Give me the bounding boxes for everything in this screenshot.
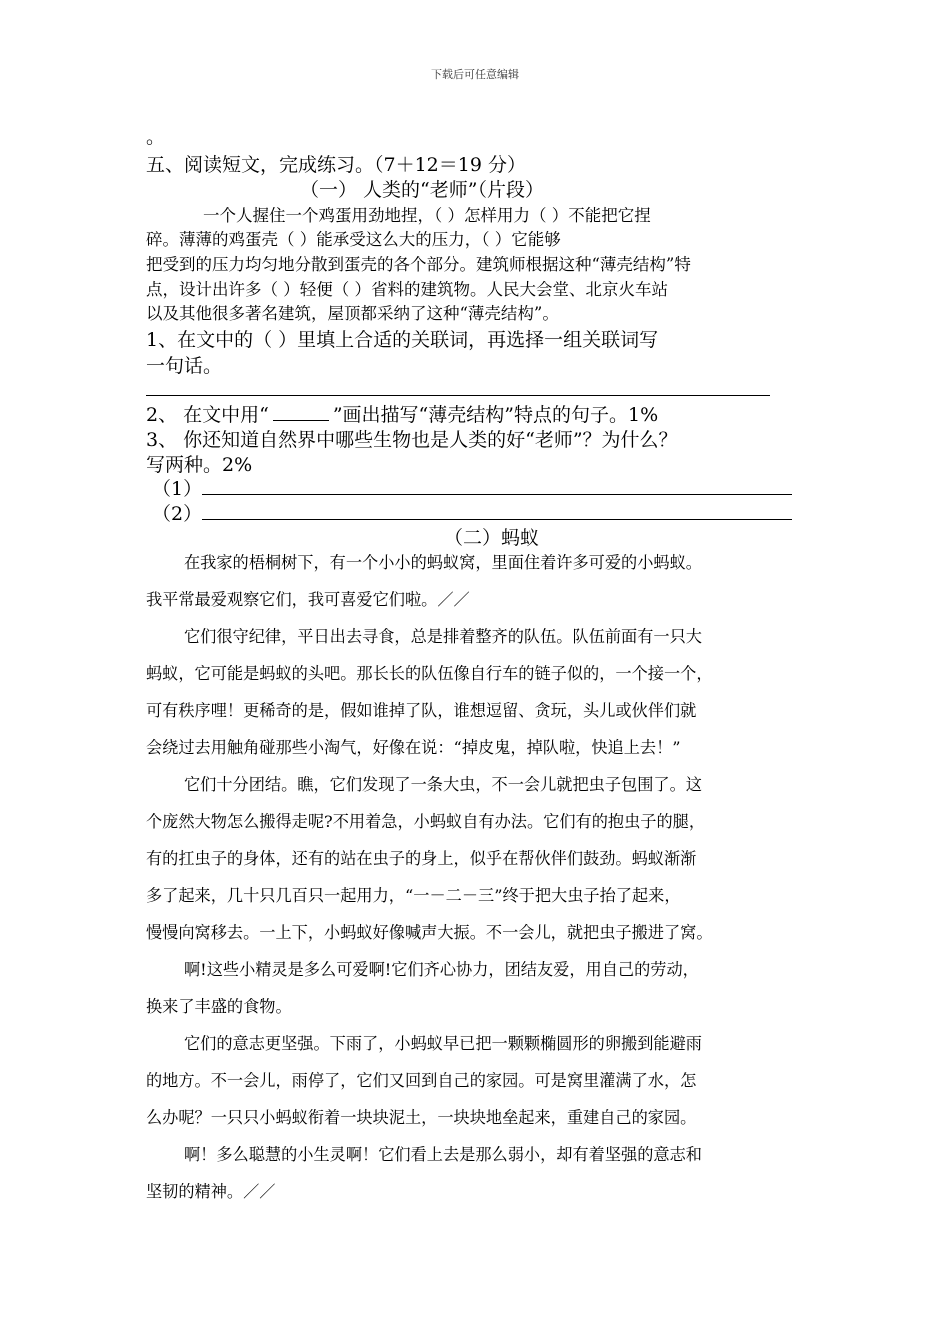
section-heading: 五、阅读短文，完成练习。（7＋12＝19 分） [146, 154, 526, 176]
passage2-line: 换来了丰盛的食物。 [146, 997, 292, 1016]
passage2-line: 它们十分团结。瞧，它们发现了一条大虫，不一会儿就把虫子包围了。这 [184, 775, 702, 794]
passage2-line: 啊！多么聪慧的小生灵啊！它们看上去是那么弱小，却有着坚强的意志和 [184, 1145, 702, 1164]
passage2-line: 蚂蚁，它可能是蚂蚁的头吧。那长长的队伍像自行车的链子似的，一个接一个， [146, 664, 713, 683]
passage1-title: （一） 人类的“老师”（片段） [300, 179, 544, 201]
answer-line-2[interactable] [202, 519, 792, 520]
answer-line-q1[interactable] [146, 395, 770, 396]
passage2-line: 在我家的梧桐树下，有一个小小的蚂蚁窝，里面住着许多可爱的小蚂蚁。 [184, 553, 702, 572]
passage2-line: 多了起来，几十只几百只一起用力，“一－二－三”终于把大虫子抬了起来， [146, 886, 681, 905]
passage2-line: 可有秩序哩！更稀奇的是，假如谁掉了队，谁想逗留、贪玩，头儿或伙伴们就 [146, 701, 697, 720]
question-1-line: 一句话。 [146, 355, 223, 377]
answer-line-1[interactable] [202, 494, 792, 495]
question-2-text-start: 2、 在文中用“ [146, 404, 269, 426]
passage2-line: 的地方。不一会儿，雨停了，它们又回到自己的家园。可是窝里灌满了水，怎 [146, 1071, 697, 1090]
question-3-line: 3、 你还知道自然界中哪些生物也是人类的好“老师”？为什么？ [146, 429, 678, 451]
passage2-title: （二）蚂蚁 [444, 527, 540, 549]
answer-label-1: （1） [152, 478, 203, 500]
question-1-line: 1、在文中的（ ）里填上合适的关联词，再选择一组关联词写 [146, 329, 659, 351]
page-header: 下载后可任意编辑 [431, 68, 519, 81]
question-2-text-end: ”画出描写“薄壳结构”特点的句子。1% [332, 404, 659, 426]
passage2-line: 坚韧的精神。／／ [146, 1182, 276, 1201]
passage2-line: 有的扛虫子的身体，还有的站在虫子的身上，似乎在帮伙伴们鼓劲。蚂蚁渐渐 [146, 849, 697, 868]
passage1-line: 以及其他很多著名建筑，屋顶都采纳了这种“薄壳结构”。 [146, 304, 559, 323]
passage2-line: 么办呢？一只只小蚂蚁衔着一块块泥土，一块块地垒起来，重建自己的家园。 [146, 1108, 697, 1127]
passage2-line: 啊!这些小精灵是多么可爱啊!它们齐心协力，团结友爱，用自己的劳动， [184, 960, 699, 979]
question-2 [146, 400, 658, 427]
passage2-line: 它们的意志更坚强。下雨了，小蚂蚁早已把一颗颗椭圆形的卵搬到能避雨 [184, 1034, 702, 1053]
passage1-line: 一个人握住一个鸡蛋用劲地捏，（ ）怎样用力（ ）不能把它捏 [203, 206, 651, 225]
passage2-line: 它们很守纪律，平日出去寻食，总是排着整齐的队伍。队伍前面有一只大 [184, 627, 702, 646]
passage2-line: 会绕过去用触角碰那些小淘气，好像在说：“掉皮鬼，掉队啦，快追上去！” [146, 738, 681, 757]
passage1-line: 把受到的压力均匀地分散到蛋壳的各个部分。建筑师根据这种“薄壳结构”特 [146, 255, 691, 274]
question-3-line: 写两种。2% [146, 454, 253, 476]
passage2-line: 个庞然大物怎么搬得走呢?不用着急，小蚂蚁自有办法。它们有的抱虫子的腿， [146, 812, 706, 831]
passage2-line: 慢慢向窝移去。一上下，小蚂蚁好像喊声大振。不一会儿，就把虫子搬进了窝。 [146, 923, 713, 942]
passage2-line: 我平常最爱观察它们，我可喜爱它们啦。／／ [146, 590, 470, 609]
underline-sample [273, 406, 329, 421]
stray-period: 。 [146, 126, 166, 148]
passage1-line: 碎。薄薄的鸡蛋壳（ ）能承受这么大的压力，（ ）它能够 [146, 230, 561, 249]
passage1-line: 点，设计出许多（ ）轻便（ ）省料的建筑物。人民大会堂、北京火车站 [146, 280, 668, 299]
answer-label-2: （2） [152, 503, 203, 525]
